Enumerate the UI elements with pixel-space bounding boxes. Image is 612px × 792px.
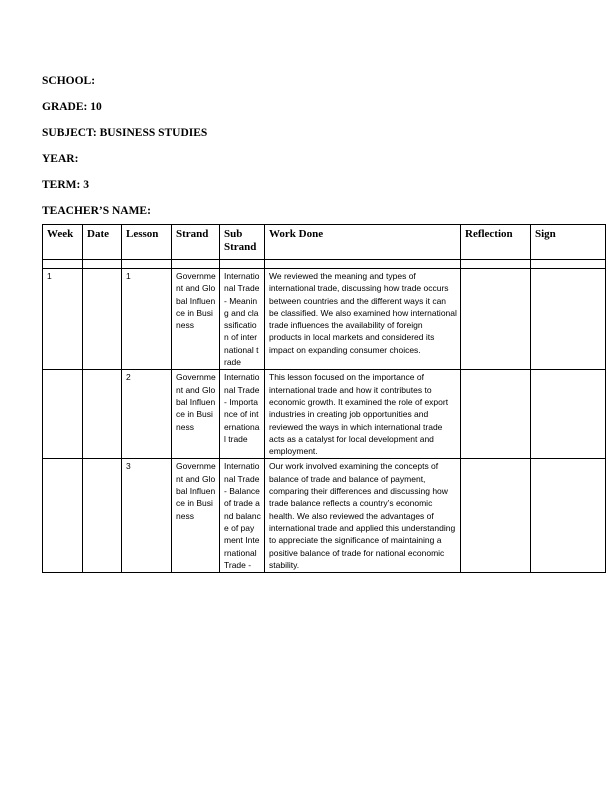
record-of-work-table xyxy=(42,224,606,573)
spacer-row xyxy=(43,260,606,269)
column-header-week: Week xyxy=(43,225,83,260)
strand-cell: Government and Global Influence in Business xyxy=(172,459,220,573)
column-header-reflection: Reflection xyxy=(461,225,531,260)
teacher-field xyxy=(42,198,207,224)
year-label: YEAR: xyxy=(42,153,79,165)
subject-field xyxy=(42,120,207,146)
sign-cell xyxy=(531,269,606,370)
sub-strand-cell: International Trade - Meaning and classification of international trade xyxy=(220,269,265,370)
grade-field xyxy=(42,94,207,120)
school-label: SCHOOL: xyxy=(42,75,96,87)
week-cell: 1 xyxy=(43,269,83,370)
work-done-cell: Our work involved examining the concepts of balance of trade and balance of payment, comparing their differences and discussing how trade balance reflects a country’s economic health. We also reviewed the advantages of international trade and applied this understanding to appreciate the significance of maintaining a positive balance of trade for national economic stability. xyxy=(265,459,461,573)
work-done-cell: We reviewed the meaning and types of international trade, discussing how trade occurs between countries and the different ways it can be classified. We also examined how international trade influences the availability of foreign products in local markets and considered its impact on expanding consumer choices. xyxy=(265,269,461,370)
table-row xyxy=(43,370,606,459)
table-row xyxy=(43,459,606,573)
date-cell xyxy=(83,370,122,459)
lesson-cell: 1 xyxy=(122,269,172,370)
year-field xyxy=(42,146,207,172)
column-header-sub-strand: Sub Strand xyxy=(220,225,265,260)
lesson-cell: 2 xyxy=(122,370,172,459)
subject-label: SUBJECT: BUSINESS STUDIES xyxy=(42,127,208,139)
sign-cell xyxy=(531,370,606,459)
column-header-lesson: Lesson xyxy=(122,225,172,260)
work-done-cell: This lesson focused on the importance of international trade and how it contributes to economic growth. It examined the role of export industries in creating job opportunities and reviewed the ways in which international trade acts as a catalyst for local development and employment. xyxy=(265,370,461,459)
reflection-cell xyxy=(461,370,531,459)
school-field xyxy=(42,68,207,94)
teacher-label: TEACHER’S NAME: xyxy=(42,205,151,217)
grade-label: GRADE: 10 xyxy=(42,101,102,113)
strand-cell: Government and Global Influence in Business xyxy=(172,269,220,370)
date-cell xyxy=(83,459,122,573)
column-header-date: Date xyxy=(83,225,122,260)
table-header-row xyxy=(43,225,606,260)
week-cell xyxy=(43,370,83,459)
sign-cell xyxy=(531,459,606,573)
strand-cell: Government and Global Influence in Business xyxy=(172,370,220,459)
reflection-cell xyxy=(461,459,531,573)
document-header xyxy=(42,68,207,224)
lesson-cell: 3 xyxy=(122,459,172,573)
sub-strand-cell: International Trade - Importance of international trade xyxy=(220,370,265,459)
table-row xyxy=(43,269,606,370)
column-header-strand: Strand xyxy=(172,225,220,260)
reflection-cell xyxy=(461,269,531,370)
term-field xyxy=(42,172,207,198)
week-cell xyxy=(43,459,83,573)
term-label: TERM: 3 xyxy=(42,179,89,191)
date-cell xyxy=(83,269,122,370)
column-header-work-done: Work Done xyxy=(265,225,461,260)
column-header-sign: Sign xyxy=(531,225,606,260)
sub-strand-cell: International Trade - Balance of trade and balance of payment International Trade - xyxy=(220,459,265,573)
